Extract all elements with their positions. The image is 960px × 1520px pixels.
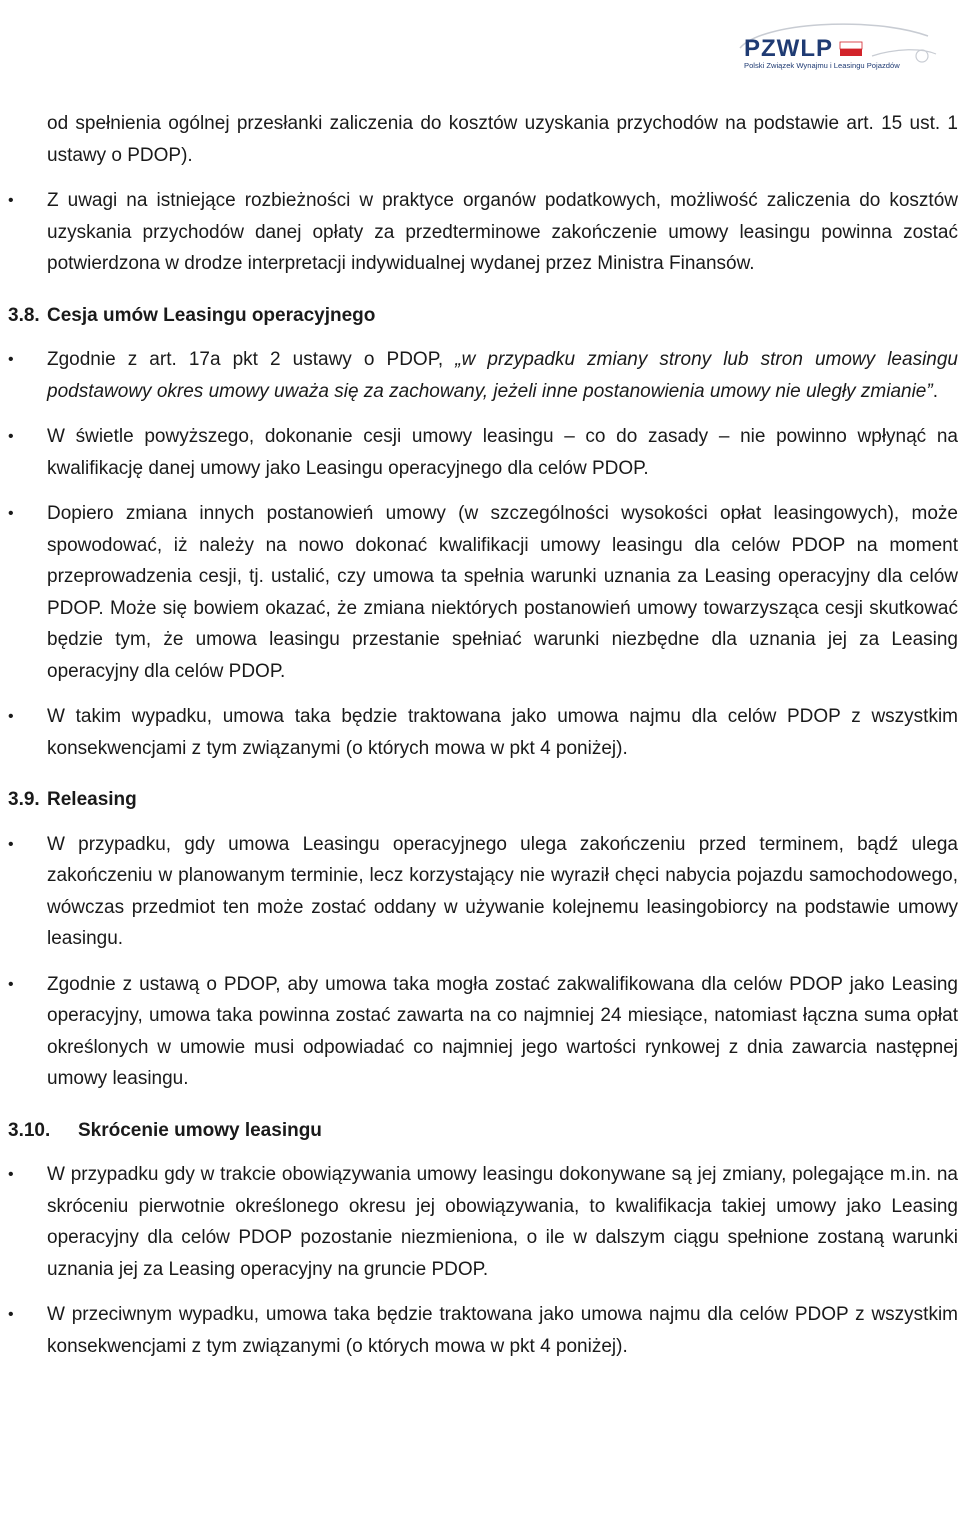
continuation-paragraph: od spełnienia ogólnej przesłanki zaliczenia do kosztów uzyskania przychodów na podstawie art. 15 ust. 1 ustawy o PDOP). [47, 113, 958, 166]
section-heading-3-9 [8, 784, 958, 816]
bullet-text: W przypadku, gdy umowa Leasingu operacyjnego ulega zakończeniu przed terminem, bądź ulega zakończeniu w planowanym terminie, lecz korzystający nie wyraził chęci nabycia pojazdu samochodowego, wówczas przedmiot ten może zostać oddany w używanie kolejnemu leasingobiorcy na podstawie umowy leasingu. [47, 833, 958, 949]
pzwlp-logo [722, 18, 942, 74]
list-item [8, 344, 958, 407]
list-item [8, 498, 958, 687]
section-title: Skrócenie umowy leasingu [78, 1119, 322, 1141]
bullet-text: Dopiero zmiana innych postanowień umowy (w szczególności wysokości opłat leasingowych), może spowodować, iż należy na nowo dokonać kwalifikacji umowy leasingu dla celów PDOP na moment przeprowadzenia cesji, tj. ustalić, czy umowa ta spełnia warunki uznania za Leasing operacyjny dla celów PDOP. Może się bowiem okazać, że zmiana niektórych postanowień umowy towarzysząca cesji skutkować będzie tym, że umowa leasingu przestanie spełniać warunki niezbędne dla uznania jej za Leasing operacyjny dla celów PDOP. [47, 503, 958, 682]
section-heading-3-10 [8, 1115, 958, 1147]
bullet-icon: • [8, 192, 14, 209]
bullet-text-suffix: . [932, 380, 938, 402]
bullet-icon: • [8, 505, 14, 522]
list-item [8, 1299, 958, 1362]
list-item [8, 829, 958, 955]
bullet-icon: • [8, 1306, 14, 1323]
bullet-text: Z uwagi na istniejące rozbieżności w praktyce organów podatkowych, możliwość zaliczenia do kosztów uzyskania przychodów danej opłaty za przedterminowe zakończenie umowy leasingu powinna zostać potwierdzona w drodze interpretacji indywidualnej wydanej przez Ministra Finansów. [47, 190, 958, 274]
bullet-text: W świetle powyższego, dokonanie cesji umowy leasingu – co do zasady – nie powinno wpłynąć na kwalifikację danej umowy jako Leasingu operacyjnego dla celów PDOP. [47, 426, 958, 479]
bullet-icon: • [8, 835, 14, 853]
section-title: Cesja umów Leasingu operacyjnego [47, 304, 376, 326]
list-item [8, 1159, 958, 1285]
bullet-text: W przypadku gdy w trakcie obowiązywania umowy leasingu dokonywane są jej zmiany, polegające m.in. na skróceniu pierwotnie określonego okresu jej obowiązywania, to kwalifikacja takiej umowy jako Leasing operacyjny dla celów PDOP pozostanie niezmieniona, o ile w dalszym ciągu spełnione zostaną warunki uznania jej za Leasing operacyjny na gruncie PDOP. [47, 1164, 958, 1280]
bullet-text: W takim wypadku, umowa taka będzie traktowana jako umowa najmu dla celów PDOP z wszystkim konsekwencjami z tym związanymi (o których mowa w pkt 4 poniżej). [47, 706, 958, 759]
list-item [8, 701, 958, 764]
section-title: Releasing [47, 789, 137, 810]
bullet-icon: • [8, 428, 14, 445]
logo-subtitle: Polski Związek Wynajmu i Leasingu Pojazdów [744, 61, 900, 70]
document-page [8, 108, 958, 1362]
list-item [8, 421, 958, 484]
section-number: 3.10. [8, 1119, 51, 1141]
section-heading-3-8 [8, 300, 958, 332]
pzwlp-logo-graphic [722, 18, 942, 74]
list-item [8, 185, 958, 280]
bullet-text: Zgodnie z ustawą o PDOP, aby umowa taka mogła zostać zakwalifikowana dla celów PDOP jako Leasing operacyjny, umowa taka powinna zostać zawarta na co najmniej 24 miesiące, natomiast łączna suma opłat określonych w umowie musi odpowiadać co najmniej jego wartości rynkowej z dnia zawarcia następnej umowy leasingu. [47, 973, 958, 1089]
section-number: 3.8. [8, 304, 40, 326]
bullet-text-prefix: Zgodnie z art. 17a pkt 2 ustawy o PDOP, [47, 349, 456, 370]
legal-quote: „w przypadku zmiany strony lub stron umowy leasingu podstawowy okres umowy uważa się za zachowany, jeżeli inne postanowienia umowy nie uległy zmianie” [47, 349, 958, 402]
bullet-icon: • [8, 975, 14, 993]
bullet-icon: • [8, 1166, 14, 1183]
section-number: 3.9. [8, 789, 40, 810]
logo-text: PZWLP [744, 35, 833, 62]
bullet-icon: • [8, 708, 14, 725]
bullet-text: W przeciwnym wypadku, umowa taka będzie traktowana jako umowa najmu dla celów PDOP z wszystkim konsekwencjami z tym związanymi (o których mowa w pkt 4 poniżej). [47, 1304, 958, 1357]
list-item [8, 969, 958, 1095]
bullet-icon: • [8, 351, 14, 368]
